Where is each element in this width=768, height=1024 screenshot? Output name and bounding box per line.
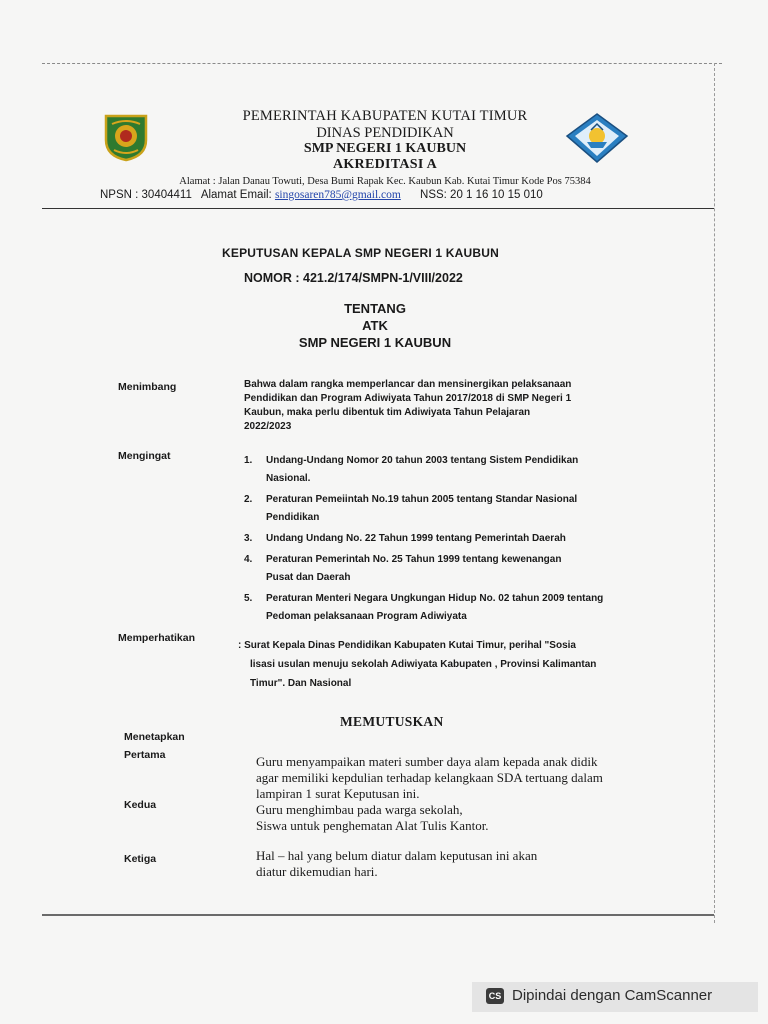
pertama-text [256, 754, 676, 802]
letterhead-agency: DINAS PENDIDIKAN [316, 125, 454, 141]
list-item [244, 452, 664, 488]
letterhead-school: SMP NEGERI 1 KAUBUN [303, 141, 467, 156]
email-link[interactable]: singosaren785@gmail.com [274, 189, 401, 201]
npsn: NPSN : 30404411 [100, 189, 192, 201]
letterhead-government: PEMERINTAH KABUPATEN KUTAI TIMUR [242, 108, 528, 124]
list-item-number: 1. [244, 455, 253, 466]
nss: NSS: 20 1 16 10 15 010 [420, 189, 543, 201]
list-item-line: Peraturan Pemeiintah No.19 tahun 2005 tentang Standar Nasional [266, 494, 578, 505]
pertama-line: lampiran 1 surat Keputusan ini. [256, 786, 420, 801]
list-item-line: Peraturan Pemerintah No. 25 Tahun 1999 tentang kewenangan [266, 554, 562, 565]
ketiga-label: Ketiga [124, 853, 157, 865]
kedua-line: Siswa untuk penghematan Alat Tulis Kantor. [256, 818, 489, 833]
decree-title: KEPUTUSAN KEPALA SMP NEGERI 1 KAUBUN [222, 246, 500, 260]
menimbang-line: 2022/2023 [244, 421, 292, 432]
memperhatikan-line: lisasi usulan menuju sekolah Adiwiyata Kabupaten , Provinsi Kalimantan [250, 659, 597, 670]
letterhead-divider [42, 208, 714, 209]
mengingat-list [244, 452, 664, 629]
list-item-number: 3. [244, 533, 253, 544]
menimbang-label: Menimbang [118, 381, 177, 393]
page-border-bottom [42, 914, 714, 916]
menetapkan-label: Menetapkan [124, 731, 185, 743]
tentang-heading: TENTANG [344, 301, 406, 316]
list-item-number: 2. [244, 494, 253, 505]
menimbang-line: Kaubun, maka perlu dibentuk tim Adiwiyata Tahun Pelajaran [244, 407, 531, 418]
memutuskan-heading: MEMUTUSKAN [340, 714, 444, 729]
kedua-text [256, 802, 676, 834]
menimbang-text [244, 378, 664, 434]
pertama-label: Pertama [124, 749, 166, 761]
mengingat-label: Mengingat [118, 450, 171, 462]
menimbang-line: Bahwa dalam rangka memperlancar dan mensinergikan pelaksanaan [244, 379, 572, 390]
ketiga-line: diatur dikemudian hari. [256, 864, 378, 879]
decree-subject: ATK [362, 318, 388, 333]
camscanner-text: Dipindai dengan CamScanner [512, 987, 713, 1004]
list-item-line: Pusat dan Daerah [266, 572, 351, 583]
list-item-number: 4. [244, 554, 253, 565]
list-item-line: Undang-Undang Nomor 20 tahun 2003 tentang Sistem Pendidikan [266, 455, 579, 466]
letterhead [120, 108, 650, 187]
pertama-line: agar memiliki kepdulian terhadap kelangkaan SDA tertuang dalam [256, 770, 603, 785]
page-border-top [42, 63, 722, 64]
list-item [244, 551, 664, 587]
list-item-line: Pendidikan [266, 512, 320, 523]
decree-number: NOMOR : 421.2/174/SMPN-1/VIII/2022 [244, 271, 463, 285]
camscanner-icon: CS [486, 988, 504, 1004]
email-label: Alamat Email: [200, 189, 272, 201]
menimbang-line: Pendidikan dan Program Adiwiyata Tahun 2017/2018 di SMP Negeri 1 [244, 393, 572, 404]
list-item-line: Nasional. [266, 473, 311, 484]
list-item-number: 5. [244, 593, 253, 604]
letterhead-accreditation: AKREDITASI A [332, 157, 438, 172]
list-item-line: Undang Undang No. 22 Tahun 1999 tentang Pemerintah Daerah [266, 533, 566, 544]
list-item [244, 491, 664, 527]
list-item-line: Peraturan Menteri Negara Ungkungan Hidup No. 02 tahun 2009 tentang [266, 593, 604, 604]
decree-school: SMP NEGERI 1 KAUBUN [298, 335, 452, 350]
memperhatikan-line: Timur". Dan Nasional [250, 678, 352, 689]
decree-subject-block [250, 300, 500, 351]
list-item [244, 530, 664, 548]
letterhead-address: Alamat : Jalan Danau Towuti, Desa Bumi Rapak Kec. Kaubun Kab. Kutai Timur Kode Pos 75384 [179, 176, 591, 187]
memperhatikan-text [238, 636, 678, 693]
memperhatikan-line: : Surat Kepala Dinas Pendidikan Kabupaten Kutai Timur, perihal "Sosia [238, 640, 576, 651]
kedua-line: Guru menghimbau pada warga sekolah, [256, 802, 463, 817]
list-item-line: Pedoman pelaksanaan Program Adiwiyata [266, 611, 467, 622]
ketiga-line: Hal – hal yang belum diatur dalam keputusan ini akan [256, 848, 538, 863]
kedua-label: Kedua [124, 799, 157, 811]
list-item [244, 590, 664, 626]
page-border-right [714, 63, 715, 923]
letterhead-identifiers [100, 189, 543, 201]
pertama-line: Guru menyampaikan materi sumber daya alam kepada anak didik [256, 754, 598, 769]
memperhatikan-label: Memperhatikan [118, 632, 196, 644]
ketiga-text [256, 848, 676, 880]
